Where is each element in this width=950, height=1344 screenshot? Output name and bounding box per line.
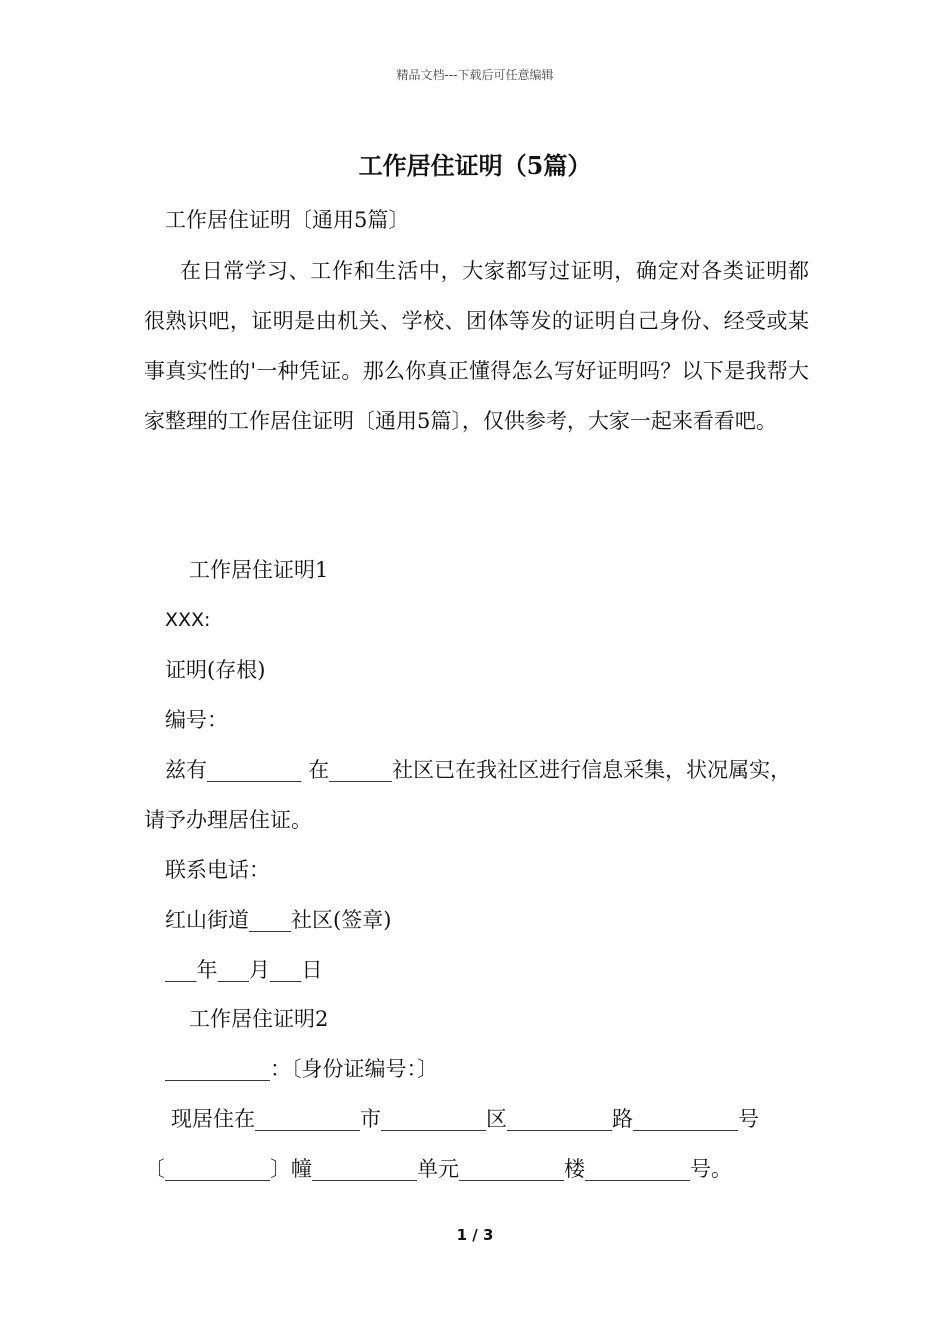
- section1-phone-label: 联系电话：: [165, 858, 270, 882]
- section1-signature: 红山街道____社区(签章): [165, 908, 392, 932]
- section1-body-line1: 兹有_________ 在______社区已在我社区进行信息采集，状况属实，: [165, 758, 792, 782]
- section2-name-line: __________：〔身份证编号：〕: [165, 1057, 438, 1081]
- document-header: 精品文档---下载后可任意编辑: [396, 68, 554, 82]
- section1-number-label: 编号：: [165, 708, 228, 732]
- intro-paragraph: 在日常学习、工作和生活中，大家都写过证明，确定对各类证明都很熟识吧，证明是由机关、学校、团体等发的证明自己身份、经受或某事真实性的'一种凭证。那么你真正懂得怎么写好证明吗？以下是我帮大家整理的工作居住证明〔通用5篇〕，仅供参考，大家一起来看看吧。: [144, 259, 809, 433]
- section2-address-line2: 〔__________〕幢__________单元__________楼__________号。: [144, 1157, 732, 1181]
- page-number: 1 / 3: [456, 1226, 494, 1244]
- document-title: 工作居住证明（5篇）: [358, 151, 592, 180]
- section1-date: ___年___月___日: [165, 958, 323, 982]
- section2-address-line1: 现居住在__________市__________区__________路__________号: [171, 1107, 759, 1131]
- section1-recipient: XXX:: [165, 609, 211, 631]
- section1-cert-label: 证明(存根): [165, 658, 266, 682]
- document-subtitle: 工作居住证明〔通用5篇〕: [165, 208, 410, 232]
- section1-body-line2: 请予办理居住证。: [144, 808, 312, 832]
- section1-heading: 工作居住证明1: [189, 558, 329, 582]
- section2-heading: 工作居住证明2: [189, 1007, 329, 1031]
